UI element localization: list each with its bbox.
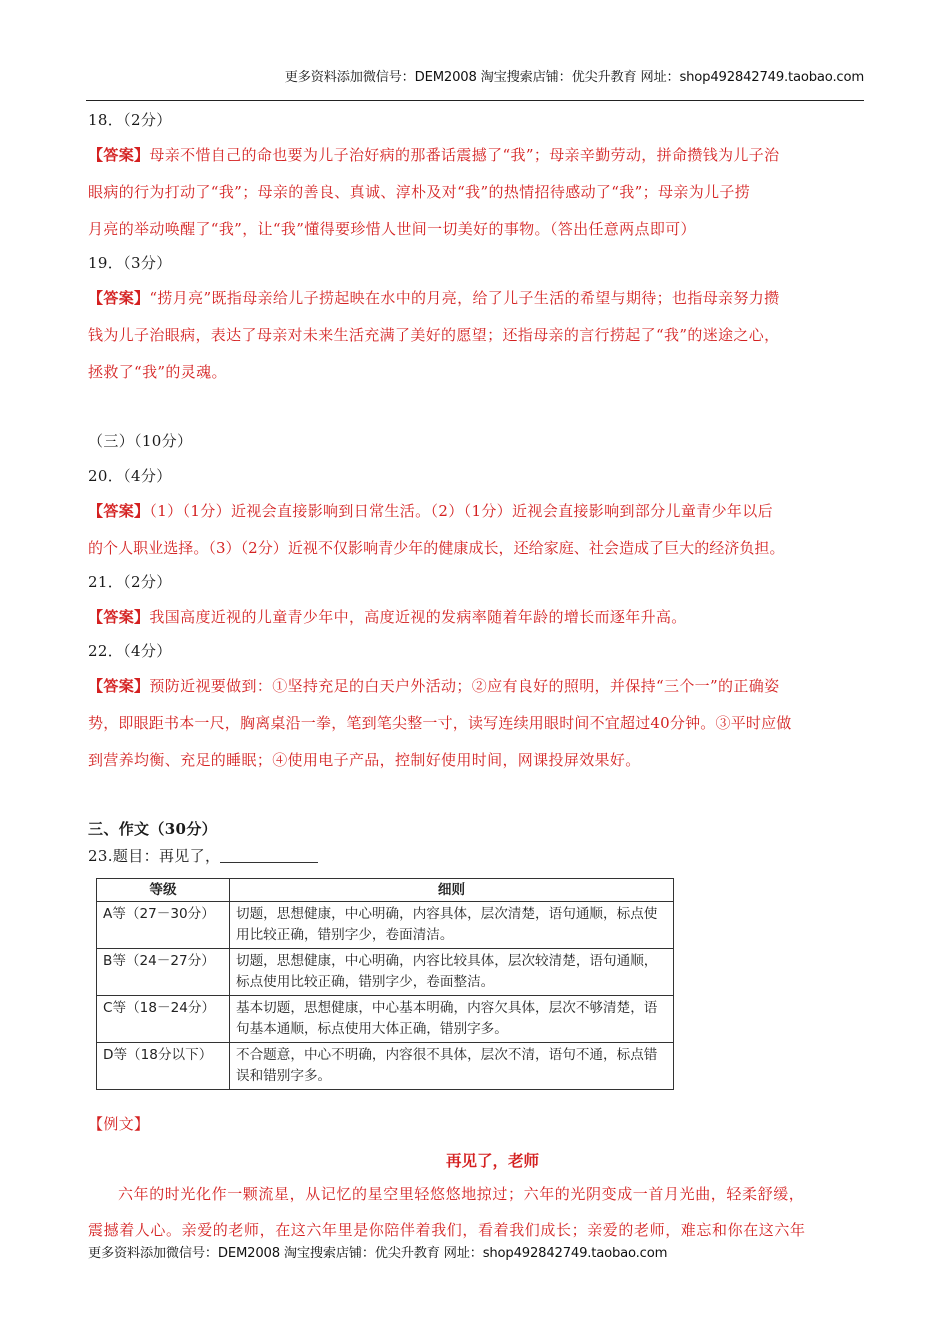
answer-19-line-3: 拯救了“我”的灵魂。	[88, 363, 227, 381]
answer-tag: 【答案】	[88, 146, 150, 164]
grade-detail: 切题，思想健康，中心明确，内容具体，层次清楚，语句通顺，标点使用比较正确，错别字少，卷面清洁。	[230, 902, 674, 949]
answer-19-line-2: 钱为儿子治眼病，表达了母亲对未来生活充满了美好的愿望；还指母亲的言行捞起了“我”的迷途之心，	[88, 326, 780, 344]
answer-tag: 【答案】	[88, 608, 150, 626]
table-row	[97, 902, 674, 949]
grade-detail: 切题，思想健康，中心明确，内容比较具体，层次较清楚，语句通顺，标点使用比较正确，错别字少，卷面整洁。	[230, 949, 674, 996]
answer-tag: 【答案】	[88, 677, 150, 695]
grading-table	[96, 878, 674, 1090]
essay-line-1: 六年的时光化作一颗流星，从记忆的星空里轻悠悠地掠过；六年的光阴变成一首月光曲，轻柔舒缓，	[118, 1185, 805, 1203]
question-23: 23.题目：再见了，	[88, 845, 318, 866]
answer-20-line-1: 【答案】（1）（1分）近视会直接影响到日常生活。（2）（1分）近视会直接影响到部分儿童青少年以后	[88, 502, 773, 520]
page-header: 更多资料添加微信号：DEM2008 淘宝搜索店铺：优尖升教育 网址：shop492842749.taobao.com	[284, 70, 864, 85]
title-blank	[220, 848, 318, 863]
page-footer: 更多资料添加微信号：DEM2008 淘宝搜索店铺：优尖升教育 网址：shop492842749.taobao.com	[88, 1246, 668, 1261]
question-21: 21．（2分）	[88, 573, 172, 591]
answer-22-line-1: 【答案】预防近视要做到：①坚持充足的白天户外活动；②应有良好的照明，并保持“三个一”的正确姿	[88, 677, 780, 695]
answer-18-line-3: 月亮的举动唤醒了“我”，让“我”懂得要珍惜人世间一切美好的事物。（答出任意两点即可）	[88, 220, 696, 238]
answer-22-line-3: 到营养均衡、充足的睡眠；④使用电子产品，控制好使用时间，网课投屏效果好。	[88, 751, 641, 769]
header-rule	[86, 100, 864, 101]
answer-18-line-2: 眼病的行为打动了“我”；母亲的善良、真诚、淳朴及对“我”的热情招待感动了“我”；母亲为儿子捞	[88, 183, 751, 201]
grade-detail: 基本切题，思想健康，中心基本明确，内容欠具体，层次不够清楚，语句基本通顺，标点使用大体正确，错别字多。	[230, 996, 674, 1043]
essay-title: 再见了，老师	[445, 1151, 539, 1170]
answer-20-line-2: 的个人职业选择。（3）（2分）近视不仅影响青少年的健康成长，还给家庭、社会造成了巨大的经济负担。	[88, 539, 785, 557]
example-essay-tag: 【例文】	[88, 1115, 150, 1133]
grade-level: A等（27－30分）	[97, 902, 230, 949]
table-row	[97, 1043, 674, 1090]
column-header: 等级	[97, 879, 230, 902]
answer-22-line-2: 势，即眼距书本一尺，胸离桌沿一拳，笔到笔尖整一寸，读写连续用眼时间不宜超过40分钟。③平时应做	[88, 714, 792, 732]
answer-tag: 【答案】	[88, 289, 150, 307]
grade-detail: 不合题意，中心不明确，内容很不具体，层次不清，语句不通，标点错误和错别字多。	[230, 1043, 674, 1090]
answer-18-line-1: 【答案】母亲不惜自己的命也要为儿子治好病的那番话震撼了“我”；母亲辛勤劳动，拼命攒钱为儿子治	[88, 146, 780, 164]
table-row	[97, 996, 674, 1043]
essay-line-2: 震撼着人心。亲爱的老师，在这六年里是你陪伴着我们，看着我们成长；亲爱的老师，难忘和你在这六年	[88, 1221, 806, 1239]
grade-level: C等（18－24分）	[97, 996, 230, 1043]
column-header: 细则	[230, 879, 674, 902]
answer-tag: 【答案】	[88, 502, 150, 520]
grade-level: B等（24－27分）	[97, 949, 230, 996]
table-row	[97, 949, 674, 996]
table-header-row	[97, 879, 674, 902]
answer-19-line-1: 【答案】“捞月亮”既指母亲给儿子捞起映在水中的月亮，给了儿子生活的希望与期待；也指母亲努力攒	[88, 289, 780, 307]
grade-level: D等（18分以下）	[97, 1043, 230, 1090]
question-22: 22．（4分）	[88, 642, 172, 660]
question-18: 18．（2分）	[88, 111, 172, 129]
answer-21-line-1: 【答案】我国高度近视的儿童青少年中，高度近视的发病率随着年龄的增长而逐年升高。	[88, 608, 687, 626]
question-19: 19．（3分）	[88, 254, 172, 272]
part-3-heading: 三、作文（30分）	[88, 820, 218, 838]
question-20: 20．（4分）	[88, 467, 172, 485]
section-3-heading: （三）（10分）	[88, 432, 193, 450]
